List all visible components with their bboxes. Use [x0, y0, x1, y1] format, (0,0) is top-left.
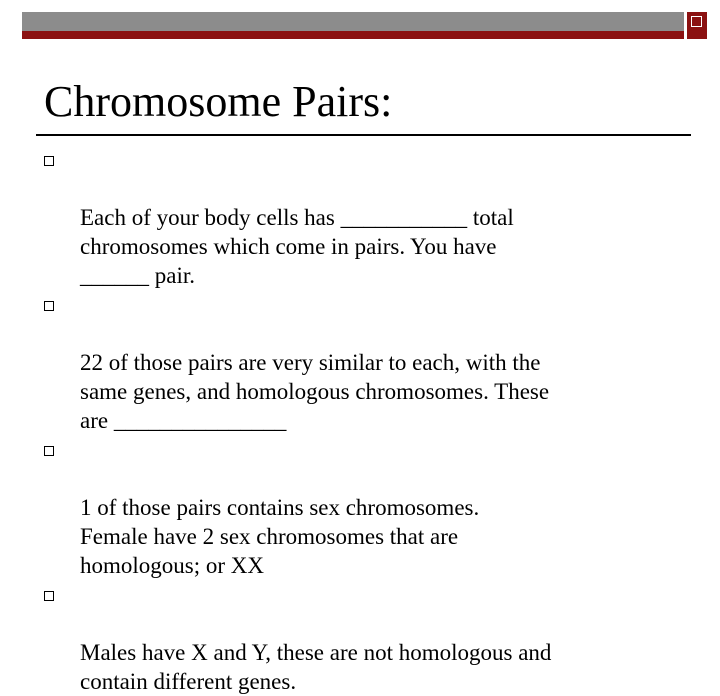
slide-title: Chromosome Pairs: — [44, 77, 393, 126]
square-bullet-icon — [44, 301, 54, 311]
corner-square-icon — [687, 12, 707, 39]
bullet-item — [44, 580, 684, 696]
bullet-text: 22 of those pairs are very similar to each, with the same genes, and homologous chromosomes. These are _______________ — [80, 350, 550, 433]
bullet-list — [44, 145, 684, 696]
square-bullet-icon — [44, 156, 54, 166]
bullet-text: Each of your body cells has ___________ total chromosomes which come in pairs. You have ______ pair. — [80, 205, 514, 288]
bullet-item — [44, 435, 684, 580]
bullet-text: Males have X and Y, these are not homologous and contain different genes. — [80, 640, 552, 694]
bullet-item — [44, 145, 684, 290]
square-bullet-icon — [44, 591, 54, 601]
square-bullet-icon — [44, 446, 54, 456]
header-red-stripe — [22, 31, 684, 39]
bullet-item — [44, 290, 684, 435]
bullet-text: 1 of those pairs contains sex chromosomes. Female have 2 sex chromosomes that are homologous; or XX — [80, 495, 480, 578]
title-underline — [36, 134, 691, 136]
header-decorative-band — [22, 12, 684, 39]
